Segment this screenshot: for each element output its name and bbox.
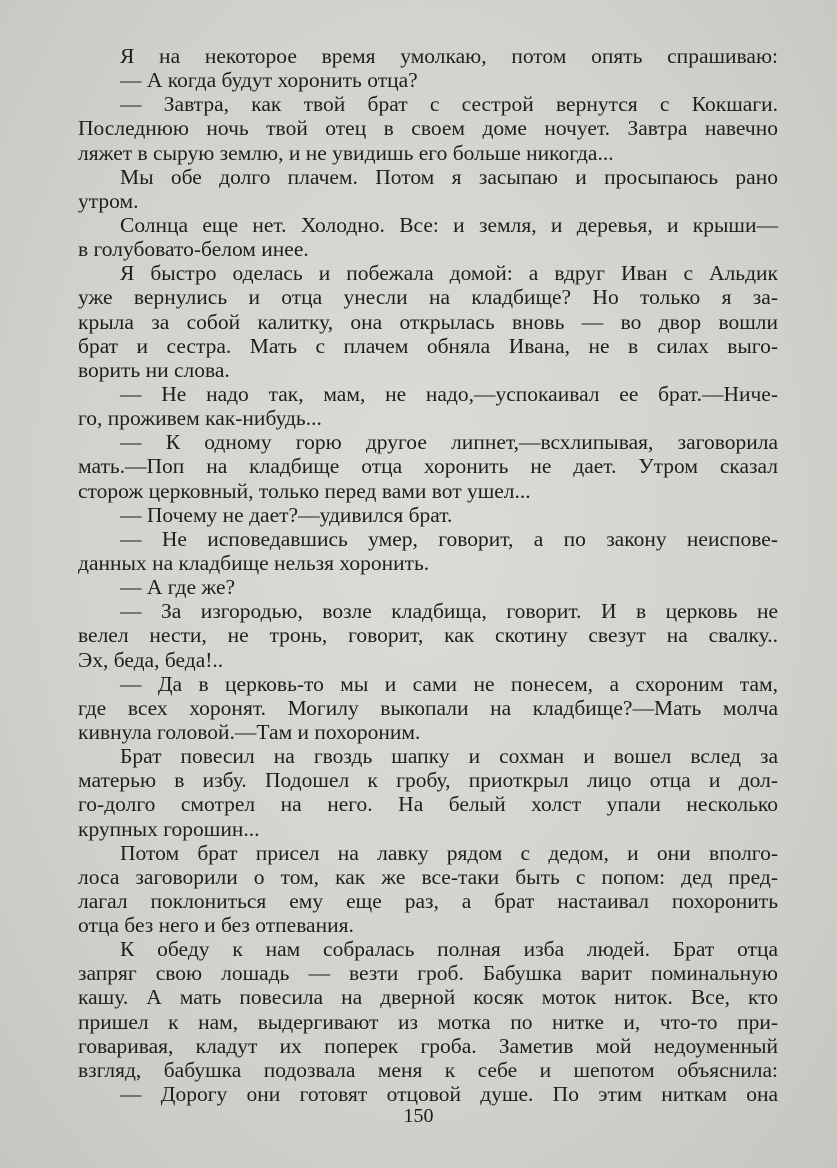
- text-line: — За изгородью, возле кладбища, говорит. И в церковь не: [120, 599, 778, 624]
- text-line: крыла за собой калитку, она открылась вновь — во двор вошли: [78, 309, 778, 334]
- text-line: ворить ни слова.: [78, 357, 230, 382]
- text-line: утром.: [78, 188, 139, 213]
- text-line: Потом брат присел на лавку рядом с дедом, и они вполго-: [120, 840, 778, 865]
- text-line: лагал поклониться ему еще раз, а брат настаивал похоронить: [78, 888, 778, 913]
- text-line: мать.—Поп на кладбище отца хоронить не дает. Утром сказал: [78, 454, 778, 479]
- text-line: велел нести, не тронь, говорит, как скотину свезут на свалку..: [78, 623, 778, 648]
- text-line: кивнула головой.—Там и похороним.: [78, 719, 421, 744]
- text-line: данных на кладбище нельзя хоронить.: [78, 550, 430, 575]
- text-line: го-долго смотрел на него. На белый холст упали несколько: [78, 792, 778, 817]
- text-line: запряг свою лошадь — везти гроб. Бабушка варит поминальную: [78, 961, 778, 986]
- text-line: Солнца еще нет. Холодно. Все: и земля, и деревья, и крыши—: [120, 212, 778, 237]
- text-line: — К одному горю другое липнет,—всхлипывая, заговорила: [120, 430, 778, 455]
- text-line: ляжет в сырую землю, и не увидишь его больше никогда...: [78, 140, 614, 165]
- text-line: Брат повесил на гвоздь шапку и сохман и вошел вслед за: [120, 744, 778, 769]
- page-number: 150: [403, 1105, 434, 1127]
- text-line: пришел к нам, выдергивают из мотка по нитке и, что-то при-: [78, 1009, 778, 1034]
- text-line: Я быстро оделась и побежала домой: а вдруг Иван с Альдик: [120, 261, 778, 286]
- text-line: Я на некоторое время умолкаю, потом опять спрашиваю:: [120, 44, 778, 68]
- text-line: — Не исповедавшись умер, говорит, а по закону неиспове-: [120, 526, 778, 551]
- text-line: го, проживем как-нибудь...: [78, 406, 322, 431]
- text-line: уже вернулись и отца унесли на кладбище? Но только я за-: [78, 285, 778, 310]
- text-line: — Не надо так, мам, не надо,—успокаивал ее брат.—Ниче-: [120, 381, 778, 406]
- text-line: — Завтра, как твой брат с сестрой вернутся с Кокшаги.: [120, 92, 778, 117]
- text-line: Мы обе долго плачем. Потом я засыпаю и просыпаюсь рано: [120, 164, 778, 189]
- text-line: Эх, беда, беда!..: [78, 647, 224, 672]
- text-line: в голубовато-белом инее.: [78, 237, 309, 262]
- page-body-text: [78, 44, 778, 1106]
- text-line: — Да в церковь-то мы и сами не понесем, а схороним там,: [120, 671, 778, 696]
- text-line: матерью в избу. Подошел к гробу, приоткрыл лицо отца и дол-: [78, 768, 778, 793]
- text-line: — Дорогу они готовят отцовой душе. По этим ниткам она: [120, 1082, 778, 1107]
- text-line: крупных горошин...: [78, 816, 260, 841]
- text-line: взгляд, бабушка подозвала меня к себе и шепотом объяснила:: [78, 1057, 778, 1082]
- text-line: где всех хоронят. Могилу выкопали на кладбище?—Мать молча: [78, 695, 778, 720]
- text-line: Последнюю ночь твой отец в своем доме ночует. Завтра навечно: [78, 116, 778, 141]
- text-line: отца без него и без отпевания.: [78, 913, 354, 938]
- text-line: лоса заговорили о том, как же все-таки быть с попом: дед пред-: [78, 864, 778, 889]
- text-line: сторож церковный, только перед вами вот ушел...: [78, 478, 531, 503]
- text-line: — А где же?: [120, 575, 236, 600]
- text-line: брат и сестра. Мать с плачем обняла Ивана, не в силах выго-: [78, 333, 778, 358]
- text-line: говаривая, кладут их поперек гроба. Заметив мой недоуменный: [78, 1033, 778, 1058]
- text-line: кашу. А мать повесила на дверной косяк моток ниток. Все, кто: [78, 985, 778, 1010]
- text-line: К обеду к нам собралась полная изба людей. Брат отца: [120, 937, 778, 962]
- text-line: — Почему не дает?—удивился брат.: [120, 502, 453, 527]
- text-line: — А когда будут хоронить отца?: [120, 68, 418, 93]
